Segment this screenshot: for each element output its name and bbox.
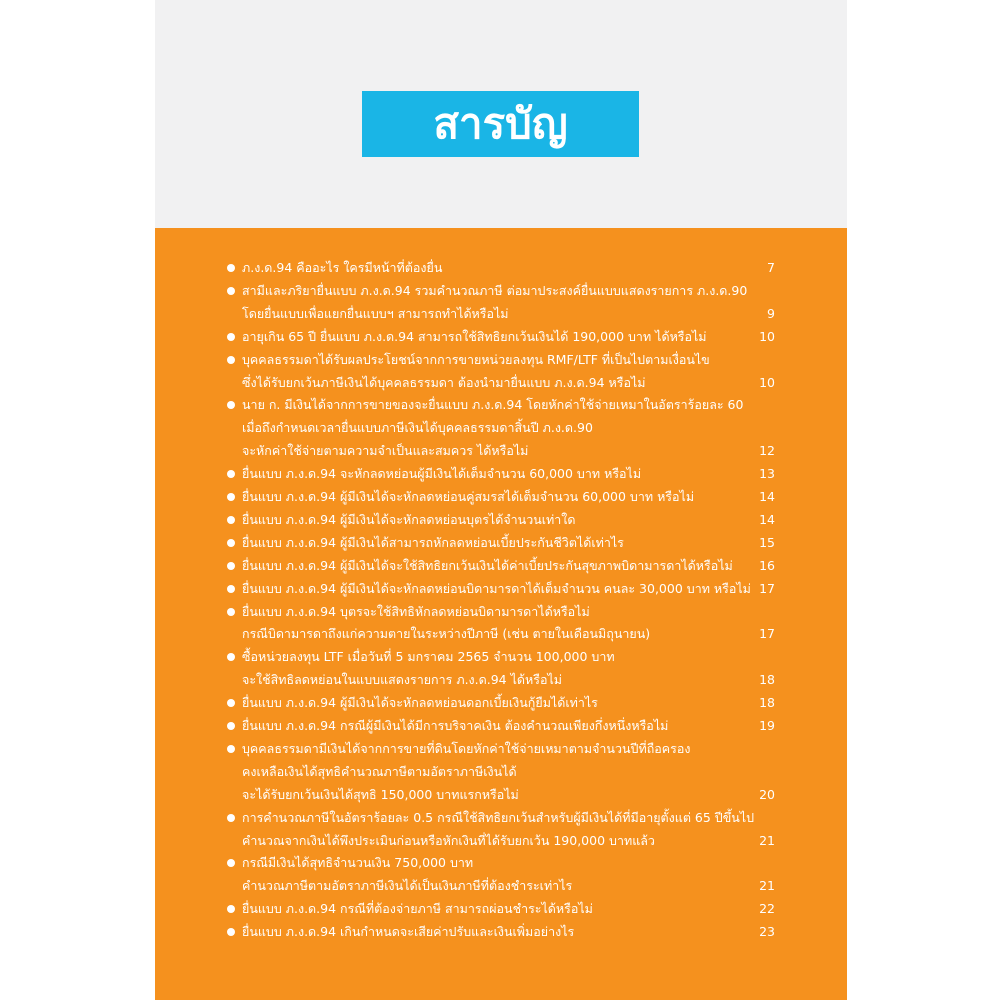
bullet-icon — [227, 493, 235, 501]
toc-page-number: 10 — [759, 374, 775, 390]
toc-page-number: 22 — [759, 901, 775, 917]
toc-line — [155, 646, 847, 668]
toc-page-number: 21 — [759, 832, 775, 848]
bullet-icon — [227, 928, 235, 936]
toc-page-number: 13 — [759, 466, 775, 482]
bullet-icon — [227, 745, 235, 753]
toc-line — [155, 280, 847, 302]
bullet-icon — [227, 333, 235, 341]
bullet-icon — [227, 905, 235, 913]
toc-entry-text: ยื่นแบบ ภ.ง.ด.94 ผู้มีเงินได้สามารถหักลดหย่อนเบี้ยประกันชีวิตได้เท่าไร — [242, 534, 624, 550]
toc-entry-text: ยื่นแบบ ภ.ง.ด.94 เกินกำหนดจะเสียค่าปรับและเงินเพิ่มอย่างไร — [242, 924, 575, 940]
toc-entry-text: จะได้รับยกเว้นเงินได้สุทธิ 150,000 บาทแรกหรือไม่ — [242, 786, 519, 802]
toc-line — [155, 669, 847, 691]
bullet-icon — [227, 356, 235, 364]
toc-line — [155, 830, 847, 852]
toc-entry-text: ภ.ง.ด.94 คืออะไร ใครมีหน้าที่ต้องยื่น — [242, 260, 443, 275]
toc-area — [155, 228, 847, 1000]
toc-line — [155, 509, 847, 531]
toc-line — [155, 784, 847, 806]
toc-line — [155, 738, 847, 760]
toc-line — [155, 257, 847, 279]
bullet-icon — [227, 539, 235, 547]
toc-line — [155, 578, 847, 600]
toc-page-number: 17 — [759, 580, 775, 596]
toc-page-number: 12 — [759, 443, 775, 459]
toc-line — [155, 303, 847, 325]
toc-entry-text: สามีและภริยายื่นแบบ ภ.ง.ด.94 รวมคำนวณภาษี ต่อมาประสงค์ยื่นแบบแสดงรายการ ภ.ง.ด.90 — [242, 282, 748, 298]
bullet-icon — [227, 814, 235, 822]
toc-page-number: 21 — [759, 878, 775, 894]
toc-line — [155, 349, 847, 371]
toc-entry-text: บุคคลธรรมดาได้รับผลประโยชน์จากการขายหน่วยลงทุน RMF/LTF ที่เป็นไปตามเงื่อนไข — [242, 351, 710, 367]
toc-line — [155, 486, 847, 508]
title-box — [362, 91, 639, 157]
toc-line — [155, 921, 847, 943]
toc-page-number: 18 — [759, 695, 775, 711]
toc-line — [155, 601, 847, 623]
bullet-icon — [227, 401, 235, 409]
toc-entry-text: ซื้อหน่วยลงทุน LTF เมื่อวันที่ 5 มกราคม 2565 จำนวน 100,000 บาท — [242, 649, 615, 665]
toc-entry-text: ยื่นแบบ ภ.ง.ด.94 ผู้มีเงินได้จะหักลดหย่อนบิดามารดาได้เต็มจำนวน คนละ 30,000 บาท หรือไม่ — [242, 580, 751, 596]
toc-page-number: 10 — [759, 328, 775, 344]
toc-line — [155, 326, 847, 348]
toc-entry-text: อายุเกิน 65 ปี ยื่นแบบ ภ.ง.ด.94 สามารถใช้สิทธิยกเว้นเงินได้ 190,000 บาท ได้หรือไม่ — [242, 328, 707, 344]
toc-page-number: 17 — [759, 626, 775, 642]
toc-entry-text: คำนวณภาษีตามอัตราภาษีเงินได้เป็นเงินภาษีที่ต้องชำระเท่าไร — [242, 878, 573, 894]
toc-entry-text: กรณีบิดามารดาถึงแก่ความตายในระหว่างปีภาษี (เช่น ตายในเดือนมิถุนายน) — [242, 626, 651, 642]
toc-entry-text: จะใช้สิทธิลดหย่อนในแบบแสดงรายการ ภ.ง.ด.94 ได้หรือไม่ — [242, 672, 562, 688]
toc-line — [155, 417, 847, 439]
toc-page-number: 15 — [759, 534, 775, 550]
bullet-icon — [227, 562, 235, 570]
toc-page-number: 9 — [767, 305, 775, 321]
bullet-icon — [227, 264, 235, 272]
bullet-icon — [227, 516, 235, 524]
bullet-icon — [227, 585, 235, 593]
toc-line — [155, 852, 847, 874]
toc-line — [155, 394, 847, 416]
toc-line — [155, 807, 847, 829]
toc-page-number: 16 — [759, 557, 775, 573]
toc-page-number: 14 — [759, 489, 775, 504]
toc-entry-text: คำนวณจากเงินได้พึงประเมินก่อนหรือหักเงินที่ได้รับยกเว้น 190,000 บาทแล้ว — [242, 832, 655, 848]
page-title: สารบัญ — [433, 99, 568, 148]
toc-line — [155, 532, 847, 554]
bullet-icon — [227, 722, 235, 730]
toc-page-number: 7 — [767, 260, 775, 275]
toc-entry-text: โดยยื่นแบบเพื่อแยกยื่นแบบฯ สามารถทำได้หรือไม่ — [242, 305, 509, 321]
bullet-icon — [227, 287, 235, 295]
toc-page-number: 20 — [759, 786, 775, 802]
toc-entry-text: ยื่นแบบ ภ.ง.ด.94 ผู้มีเงินได้จะหักลดหย่อนคู่สมรสได้เต็มจำนวน 60,000 บาท หรือไม่ — [242, 489, 695, 504]
book-page — [155, 0, 847, 1000]
toc-page-number: 14 — [759, 511, 775, 527]
toc-line — [155, 875, 847, 897]
toc-line — [155, 761, 847, 783]
toc-page-number: 23 — [759, 924, 775, 940]
toc-entry-text: นาย ก. มีเงินได้จากการขายของจะยื่นแบบ ภ.ง.ด.94 โดยหักค่าใช้จ่ายเหมาในอัตราร้อยละ 60 — [242, 397, 744, 413]
bullet-icon — [227, 470, 235, 478]
toc-entry-text: กรณีมีเงินได้สุทธิจำนวนเงิน 750,000 บาท — [242, 855, 474, 871]
toc-entry-text: จะหักค่าใช้จ่ายตามความจำเป็นและสมควร ได้หรือไม่ — [242, 443, 529, 459]
toc-line — [155, 898, 847, 920]
toc-entry-text: ยื่นแบบ ภ.ง.ด.94 กรณีผู้มีเงินได้มีการบริจาคเงิน ต้องคำนวณเพียงกึ่งหนึ่งหรือไม่ — [242, 718, 669, 733]
toc-entry-text: ซึ่งได้รับยกเว้นภาษีเงินได้บุคคลธรรมดา ต้องนำมายื่นแบบ ภ.ง.ด.94 หรือไม่ — [242, 374, 646, 390]
toc-entry-text: ยื่นแบบ ภ.ง.ด.94 ผู้มีเงินได้จะใช้สิทธิยกเว้นเงินได้ค่าเบี้ยประกันสุขภาพบิดามารดาได้หรือไม่ — [242, 557, 733, 573]
toc-page-number: 19 — [759, 718, 775, 733]
toc-line — [155, 715, 847, 737]
toc-entry-text: ยื่นแบบ ภ.ง.ด.94 ผู้มีเงินได้จะหักลดหย่อนบุตรได้จำนวนเท่าใด — [242, 511, 576, 527]
bullet-icon — [227, 608, 235, 616]
toc-line — [155, 463, 847, 485]
toc-page-number: 18 — [759, 672, 775, 688]
toc-line — [155, 623, 847, 645]
toc-line — [155, 440, 847, 462]
toc-line — [155, 692, 847, 714]
bullet-icon — [227, 653, 235, 661]
toc-entry-text: เมื่อถึงกำหนดเวลายื่นแบบภาษีเงินได้บุคคลธรรมดาสิ้นปี ภ.ง.ด.90 — [242, 420, 593, 436]
header-area — [155, 0, 847, 228]
toc-entry-text: ยื่นแบบ ภ.ง.ด.94 บุตรจะใช้สิทธิหักลดหย่อนบิดามารดาได้หรือไม่ — [242, 603, 590, 619]
toc-line — [155, 372, 847, 394]
toc-entry-text: ยื่นแบบ ภ.ง.ด.94 กรณีที่ต้องจ่ายภาษี สามารถผ่อนชำระได้หรือไม่ — [242, 901, 593, 917]
bullet-icon — [227, 699, 235, 707]
toc-entry-text: บุคคลธรรมดามีเงินได้จากการขายที่ดินโดยหักค่าใช้จ่ายเหมาตามจำนวนปีที่ถือครอง — [242, 740, 691, 756]
toc-entry-text: ยื่นแบบ ภ.ง.ด.94 จะหักลดหย่อนผู้มีเงินได้เต็มจำนวน 60,000 บาท หรือไม่ — [242, 466, 642, 482]
toc-entry-text: ยื่นแบบ ภ.ง.ด.94 ผู้มีเงินได้จะหักลดหย่อนดอกเบี้ยเงินกู้ยืมได้เท่าไร — [242, 695, 598, 711]
bullet-icon — [227, 859, 235, 867]
toc-entry-text: คงเหลือเงินได้สุทธิคำนวณภาษีตามอัตราภาษีเงินได้ — [242, 763, 517, 779]
toc-line — [155, 555, 847, 577]
toc-entry-text: การคำนวณภาษีในอัตราร้อยละ 0.5 กรณีใช้สิทธิยกเว้นสำหรับผู้มีเงินได้ที่มีอายุตั้งแต่ 65 ปีขึ้นไป — [242, 809, 755, 825]
